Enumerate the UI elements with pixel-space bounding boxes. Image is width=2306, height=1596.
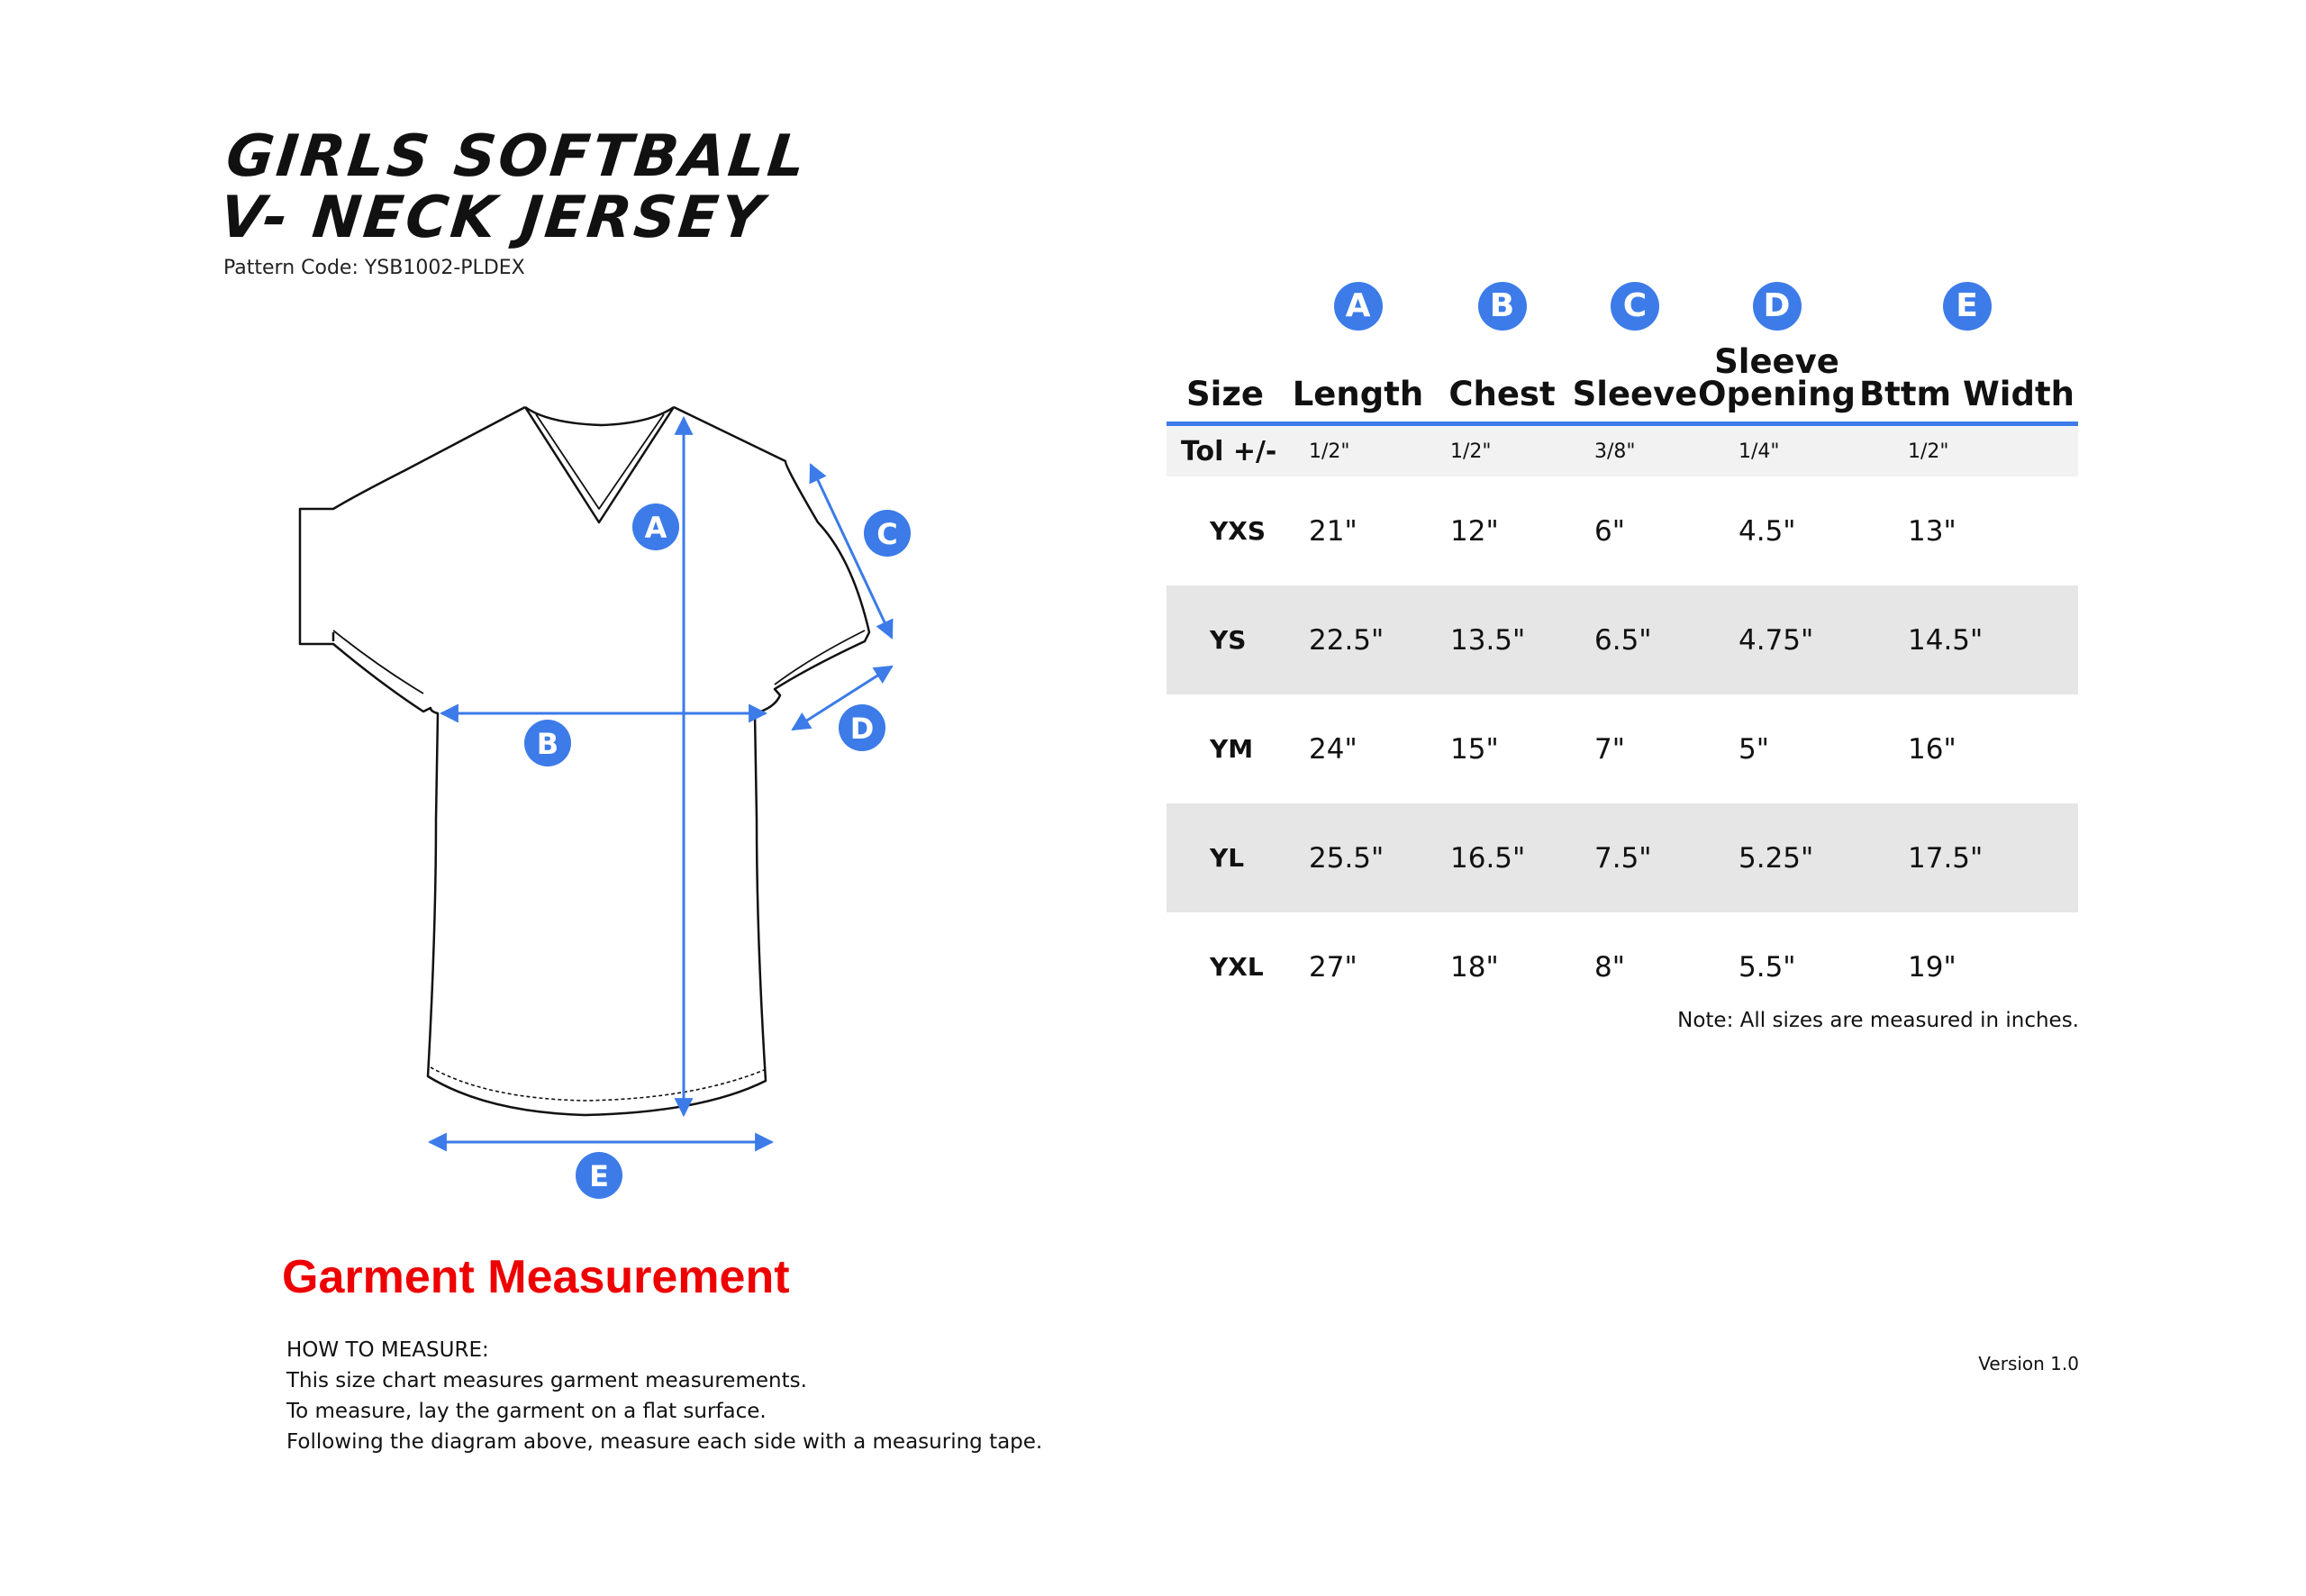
tolerance-chest: 1/2"	[1450, 440, 1492, 463]
length-value: 22.5"	[1309, 623, 1385, 657]
sleeve-opening-value: 4.5"	[1739, 514, 1796, 548]
table-row	[1167, 476, 2078, 585]
marker-b-label: B	[536, 727, 559, 761]
marker-e	[576, 1152, 622, 1199]
sleeve-value: 6.5"	[1594, 623, 1652, 657]
chest-value: 12"	[1450, 514, 1499, 548]
header-chest	[1432, 279, 1572, 422]
chest-value: 15"	[1450, 732, 1499, 766]
sleeve-value: 8"	[1594, 950, 1625, 984]
bttm-width-value: 19"	[1908, 950, 1956, 984]
header-chest-label: Chest	[1448, 375, 1556, 413]
jersey-diagram	[270, 378, 919, 1207]
title-line-1: GIRLS SOFTBALL	[222, 123, 811, 190]
how-to-line: This size chart measures garment measurements.	[286, 1369, 807, 1392]
header-size	[1167, 279, 1284, 422]
size-label: YS	[1210, 625, 1247, 655]
badge-e: E	[1943, 282, 1992, 331]
length-value: 27"	[1309, 950, 1357, 984]
tolerance-label: Tol +/-	[1181, 435, 1277, 467]
sleeve-value: 7.5"	[1594, 841, 1652, 875]
jersey-outline	[300, 407, 869, 1115]
header-sleeve-label: Sleeve	[1572, 375, 1698, 413]
how-to-heading: HOW TO MEASURE:	[286, 1338, 489, 1362]
header-length-label: Length	[1292, 375, 1424, 413]
marker-b	[524, 720, 571, 766]
bttm-width-value: 16"	[1908, 732, 1956, 766]
tolerance-sleeve-opening: 1/4"	[1739, 440, 1780, 463]
marker-a-label: A	[644, 511, 667, 545]
tolerance-sleeve: 3/8"	[1594, 440, 1636, 463]
sleeve-value: 6"	[1594, 514, 1625, 548]
header-sleeve-opening-label-1: Sleeve	[1714, 342, 1839, 381]
sleeve-value: 7"	[1594, 732, 1625, 766]
table-row	[1167, 585, 2078, 694]
page-title	[216, 123, 811, 251]
sleeve-opening-value: 5.25"	[1739, 841, 1814, 875]
measurement-note: Note: All sizes are measured in inches.	[1677, 1009, 2079, 1032]
marker-e-label: E	[589, 1159, 609, 1193]
header-sleeve-opening-label-2: Opening	[1698, 375, 1856, 413]
header-sleeve	[1572, 279, 1698, 422]
header-sleeve-opening	[1698, 279, 1856, 422]
marker-d-label: D	[849, 712, 875, 746]
size-label: YXS	[1210, 516, 1266, 546]
size-chart	[1167, 279, 2078, 1021]
table-row	[1167, 694, 2078, 803]
length-value: 25.5"	[1309, 841, 1385, 875]
pattern-code: Pattern Code: YSB1002-PLDEX	[223, 257, 525, 279]
how-to-line: Following the diagram above, measure each side with a measuring tape.	[286, 1430, 1043, 1454]
bttm-width-value: 17.5"	[1908, 841, 1984, 875]
sleeve-opening-value: 5.5"	[1739, 950, 1796, 984]
table-row	[1167, 803, 2078, 912]
version-label: Version 1.0	[1978, 1353, 2079, 1374]
tolerance-length: 1/2"	[1309, 440, 1350, 463]
garment-measurement-title: Garment Measurement	[282, 1251, 790, 1303]
badge-c: C	[1611, 282, 1659, 331]
size-label: YM	[1210, 734, 1254, 764]
sleeve-opening-value: 5"	[1739, 732, 1769, 766]
badge-a: A	[1334, 282, 1383, 331]
table-row	[1167, 912, 2078, 1021]
marker-d	[839, 704, 885, 751]
tolerance-row	[1167, 426, 2078, 476]
marker-c-label: C	[876, 517, 898, 551]
size-label: YL	[1210, 843, 1245, 873]
sleeve-opening-value: 4.75"	[1739, 623, 1814, 657]
size-label: YXL	[1210, 952, 1264, 982]
how-to-line: To measure, lay the garment on a flat surface.	[286, 1400, 767, 1423]
marker-a	[632, 503, 679, 550]
length-value: 24"	[1309, 732, 1357, 766]
badge-d: D	[1753, 282, 1802, 331]
how-to-measure	[286, 1335, 1042, 1457]
header-bttm-width-label: Bttm Width	[1858, 375, 2075, 413]
header-length	[1284, 279, 1432, 422]
header-size-label: Size	[1186, 375, 1264, 413]
chest-value: 18"	[1450, 950, 1499, 984]
title-line-2: V- NECK JERSEY	[216, 185, 769, 251]
bttm-width-value: 13"	[1908, 514, 1956, 548]
length-value: 21"	[1309, 514, 1357, 548]
badge-b: B	[1478, 282, 1527, 331]
chest-value: 13.5"	[1450, 623, 1526, 657]
size-chart-header	[1167, 279, 2078, 422]
tolerance-bttm-width: 1/2"	[1908, 440, 1949, 463]
chest-value: 16.5"	[1450, 841, 1526, 875]
bttm-width-value: 14.5"	[1908, 623, 1984, 657]
marker-c	[864, 510, 911, 557]
header-bttm-width	[1856, 279, 2078, 422]
